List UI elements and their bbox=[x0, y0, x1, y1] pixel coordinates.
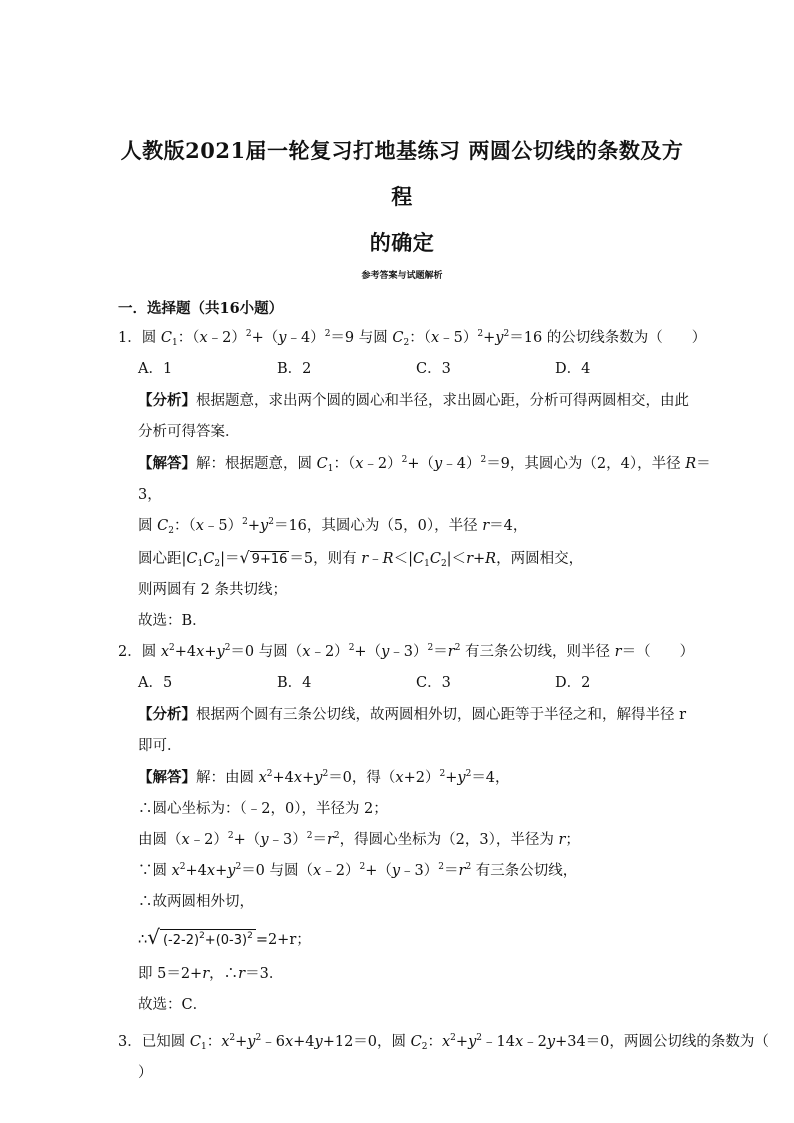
question-2-choices bbox=[118, 668, 694, 699]
question-1-choices bbox=[118, 354, 694, 385]
choice-b[interactable]: B．4 bbox=[277, 675, 312, 691]
question-1-answer: 【解答】解：根据题意，圆 $C_1$：（x﹣2）$^2$+（y﹣4）$^2$＝9，其圆心为（2，4），半径 R＝ bbox=[138, 455, 711, 474]
question-3-stem: 3．已知圆 $C_1$：$x^2+y^2﹣6x+4y+12=0$，圆 $C_2$：$x^2+y^2﹣14x﹣2y+34=0$，两圆公切线的条数为（ bbox=[118, 1033, 769, 1052]
choice-c[interactable]: C．3 bbox=[416, 361, 451, 377]
question-2: 2．圆 $x^2+4x+y^2=0$ 与圆$(x﹣2)^2+(y﹣3)^2=r^2$ 有三条公切线，则半径 r＝（ ） A．5 B．4 C．3 D．2 【分析】根据两个圆有三条公切线，故两圆相外切，圆心距等于半径之和，解得半径 r 即可． 【解答】解：由圆 $x^2+4x+y^2=0$，得$(x+2)^2+y^2=4$， ∴圆心坐标为：（﹣2，0），半径为 2； 由圆$(x﹣2)^2+(y﹣3)^2=r^2$，得圆心坐标为（2，3），半径为 r； ∵圆 $x^2+4x+y^2=0$ 与圆$(x﹣2)^2+(y﹣3)^2=r^2$ 有三条公切线， ∴故两圆相外切， ∴√ $(-2-2)^2+(0-3)^2 =2+r$； 即 5＝2+r，∴r＝3． 故选：C． bbox=[118, 637, 694, 1021]
document-subtitle: 参考答案与试题解析 bbox=[361, 271, 443, 281]
choice-b[interactable]: B．2 bbox=[277, 361, 312, 377]
choice-d[interactable]: D．4 bbox=[555, 361, 591, 377]
question-1-analysis: 【分析】根据题意，求出两个圆的圆心和半径，求出圆心距，分析可得两圆相交，由此 bbox=[138, 392, 689, 409]
question-3: 3．已知圆 $C_1$：$x^2+y^2﹣6x+4y+12=0$，圆 $C_2$：$x^2+y^2﹣14x﹣2y+34=0$，两圆公切线的条数为（ ） bbox=[118, 1027, 694, 1089]
choice-c[interactable]: C．3 bbox=[416, 675, 451, 691]
choice-a[interactable]: A．5 bbox=[138, 675, 173, 691]
question-2-analysis: 【分析】根据两个圆有三条公切线，故两圆相外切，圆心距等于半径之和，解得半径 r bbox=[138, 706, 687, 723]
question-2-answer: 【解答】解：由圆 $x^2+4x+y^2=0$，得$(x+2)^2+y^2=4$， bbox=[138, 769, 510, 786]
choice-d[interactable]: D．2 bbox=[555, 675, 591, 691]
choice-a[interactable]: A．1 bbox=[138, 361, 173, 377]
document-title: 人教版2021届一轮复习打地基练习 两圆公切线的条数及方程 的确定 bbox=[120, 138, 684, 255]
question-2-stem: 2．圆 $x^2+4x+y^2=0$ 与圆$(x﹣2)^2+(y﹣3)^2=r^2$ 有三条公切线，则半径 r＝（ ） bbox=[118, 643, 695, 660]
question-1: 1．圆 $C_1$：（x﹣2）$^2$+（y﹣4）$^2$＝9 与圆 $C_2$：$(x﹣5)^2+y^2=16$ 的公切线条数为（ ） A．1 B．2 C．3 D．4 【分析】根据题意，求出两个圆的圆心和半径，求出圆心距，分析可得两圆相交，由此 分析可得答案． 【解答】解：根据题意，圆 $C_1$：（x﹣2）$^2$+（y﹣4）$^2$＝9，其圆心为（2，4），半径 R＝ 3， 圆 $C_2$：$(x﹣5)^2+y^2=16$，其圆心为（5，0），半径 r＝4， 圆心距$|C_1C_2|=√$ 9+16 ＝5，则有 $r﹣R<|C_1C_2|<r+R$，两圆相交， 则两圆有 2 条共切线； 故选：B． bbox=[118, 323, 694, 637]
question-1-stem: 1．圆 $C_1$：（x﹣2）$^2$+（y﹣4）$^2$＝9 与圆 $C_2$：$(x﹣5)^2+y^2=16$ 的公切线条数为（ ） bbox=[118, 329, 707, 348]
section-heading: 一．选择题（共16小题） bbox=[118, 300, 284, 317]
